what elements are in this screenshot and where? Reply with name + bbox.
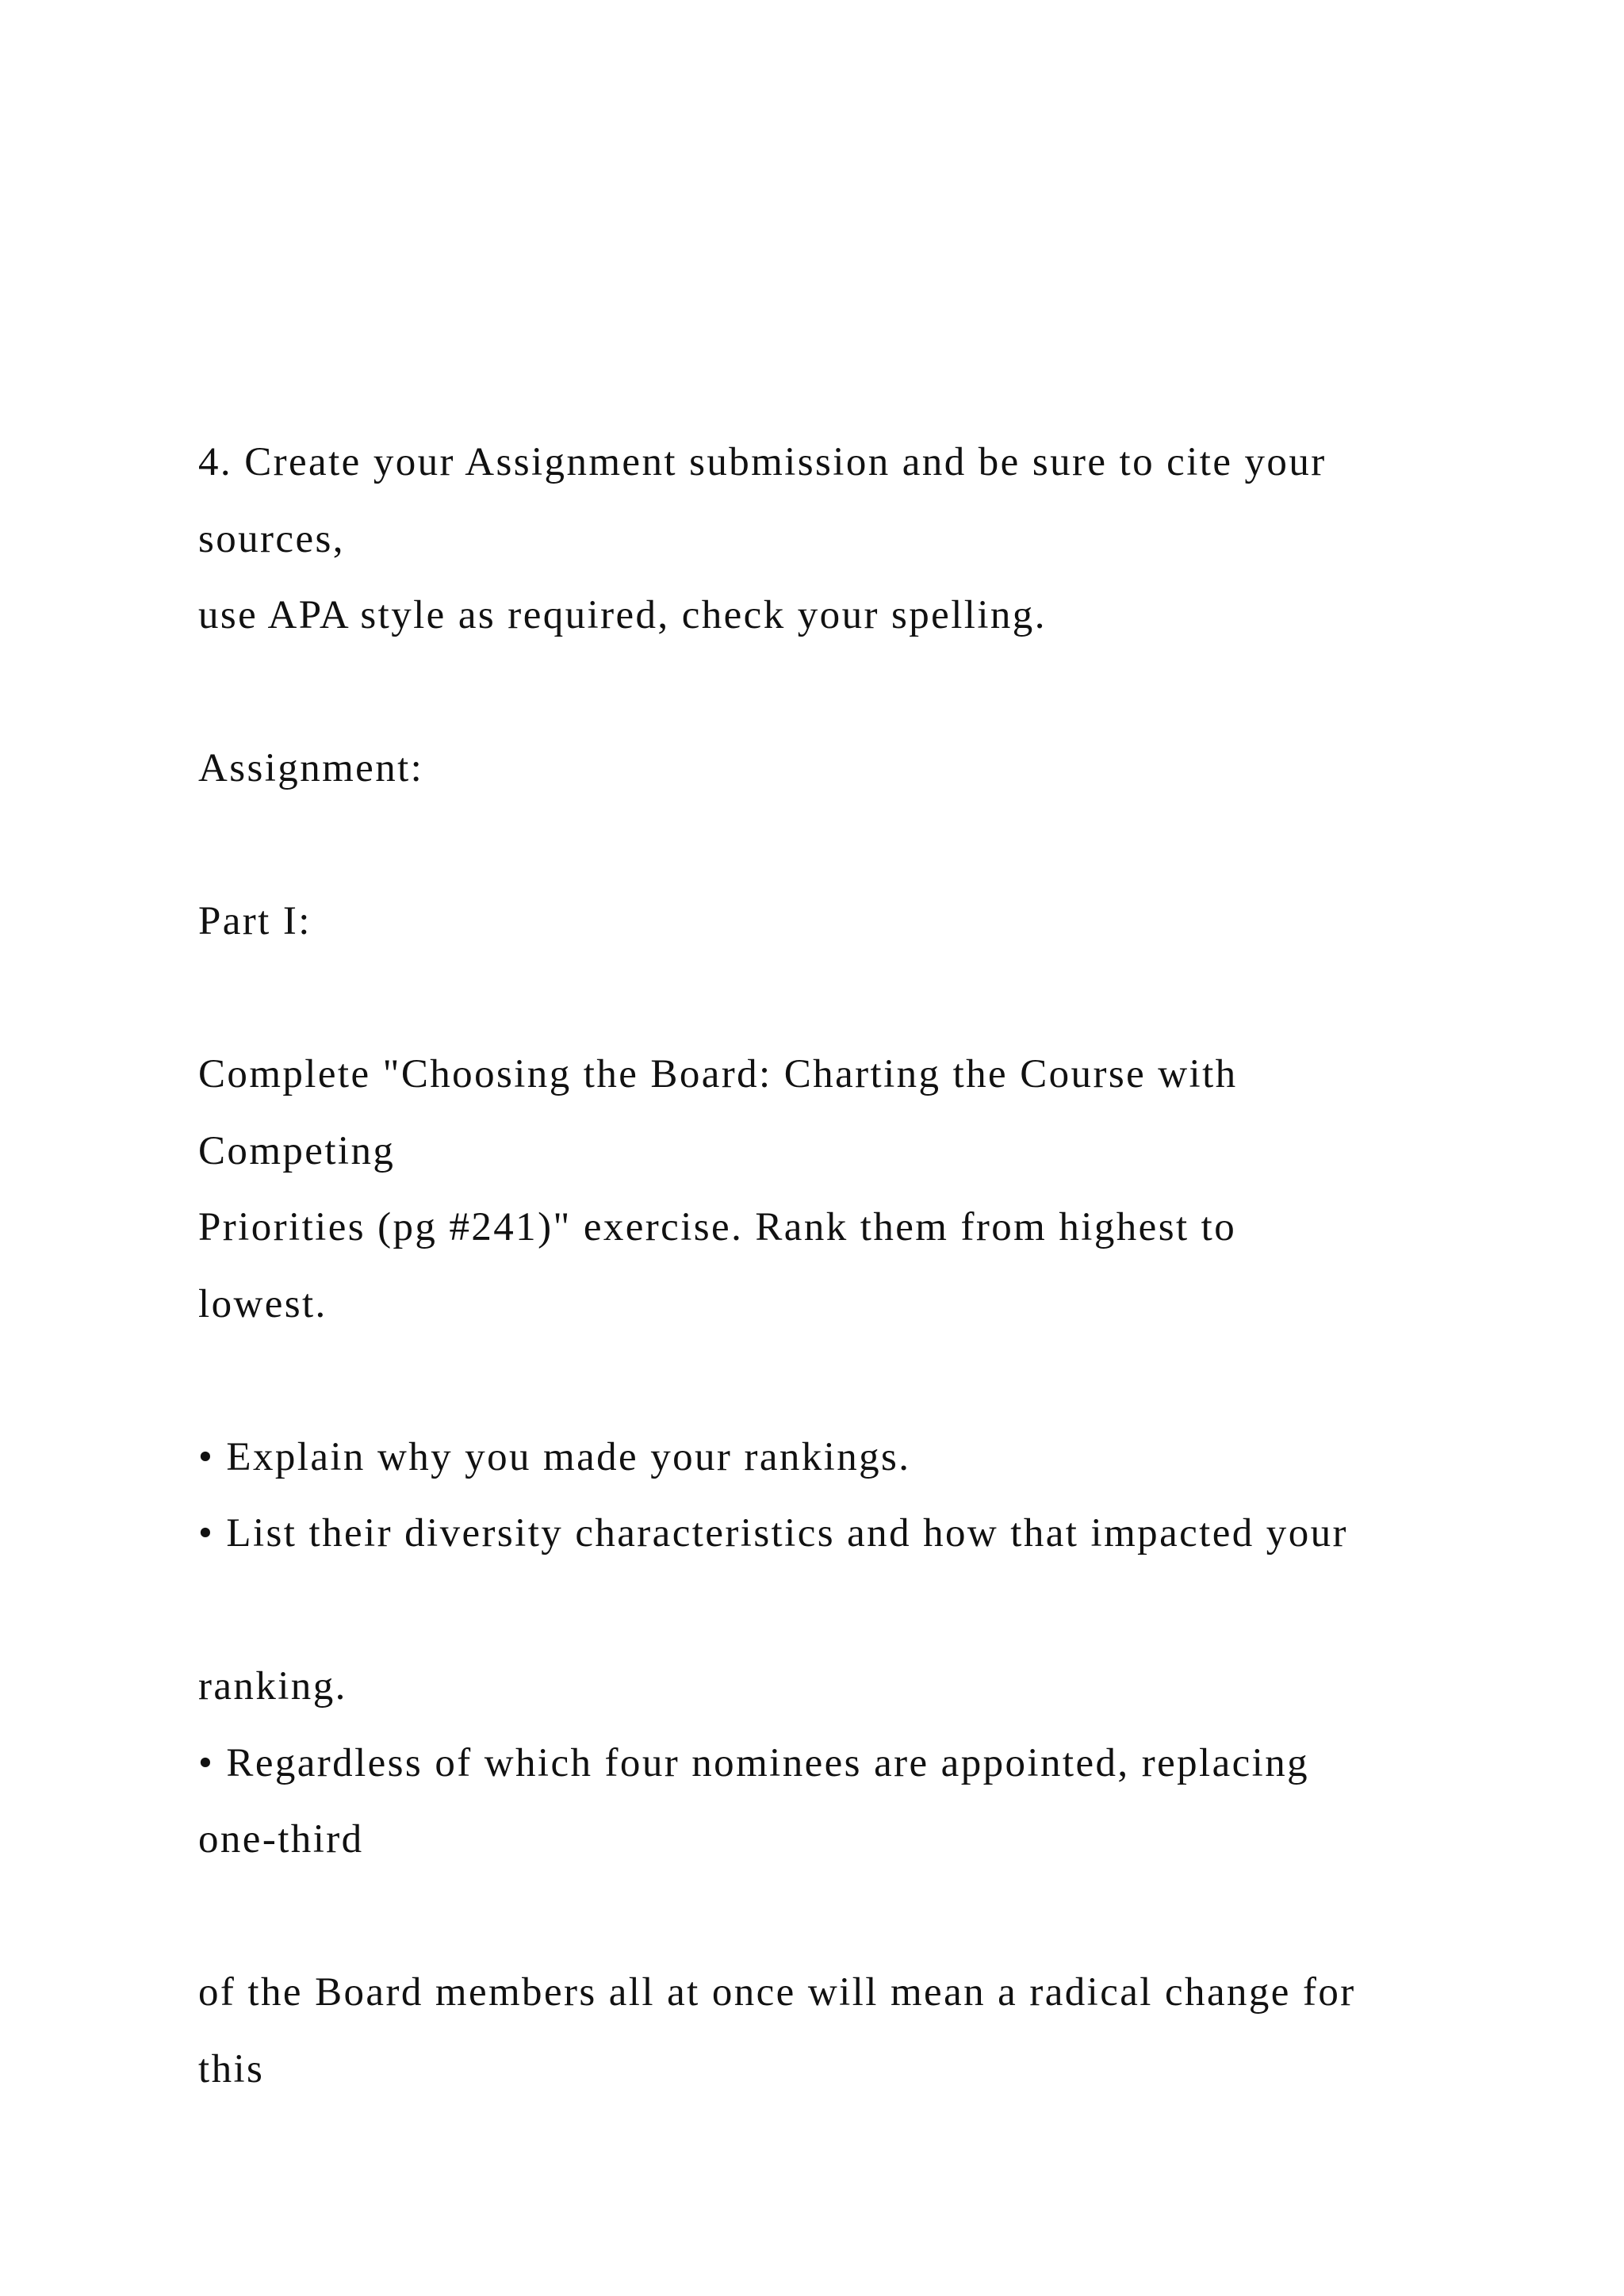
body-line: Complete "Choosing the Board: Charting the Course with	[198, 1052, 1238, 1096]
blank-line	[198, 1342, 1546, 1419]
bullet-item: • Regardless of which four nominees are appointed, replacing	[198, 1740, 1310, 1785]
bullet-continuation: of the Board members all at once will mean a radical change for	[198, 1970, 1356, 2015]
document-body	[198, 424, 1546, 2107]
section-heading-assignment: Assignment:	[198, 746, 424, 790]
body-line: Priorities (pg #241)" exercise. Rank them from highest to	[198, 1205, 1237, 1249]
bullet-item: • List their diversity characteristics and how that impacted your	[198, 1511, 1348, 1556]
blank-line	[198, 960, 1546, 1037]
instruction-line: sources,	[198, 516, 345, 561]
bullet-continuation: ranking.	[198, 1664, 347, 1709]
bullet-continuation: one-third	[198, 1817, 364, 1862]
instruction-line: use APA style as required, check your spelling.	[198, 593, 1047, 637]
bullet-continuation: this	[198, 2046, 265, 2091]
blank-line	[198, 807, 1546, 884]
bullet-item: • Explain why you made your rankings.	[198, 1434, 911, 1479]
body-line: lowest.	[198, 1281, 327, 1326]
instruction-line: 4. Create your Assignment submission and be sure to cite your	[198, 440, 1327, 484]
body-line: Competing	[198, 1128, 396, 1173]
blank-line	[198, 1572, 1546, 1649]
blank-line	[198, 1878, 1546, 1955]
blank-line	[198, 654, 1546, 731]
section-heading-part-one: Part I:	[198, 899, 312, 943]
